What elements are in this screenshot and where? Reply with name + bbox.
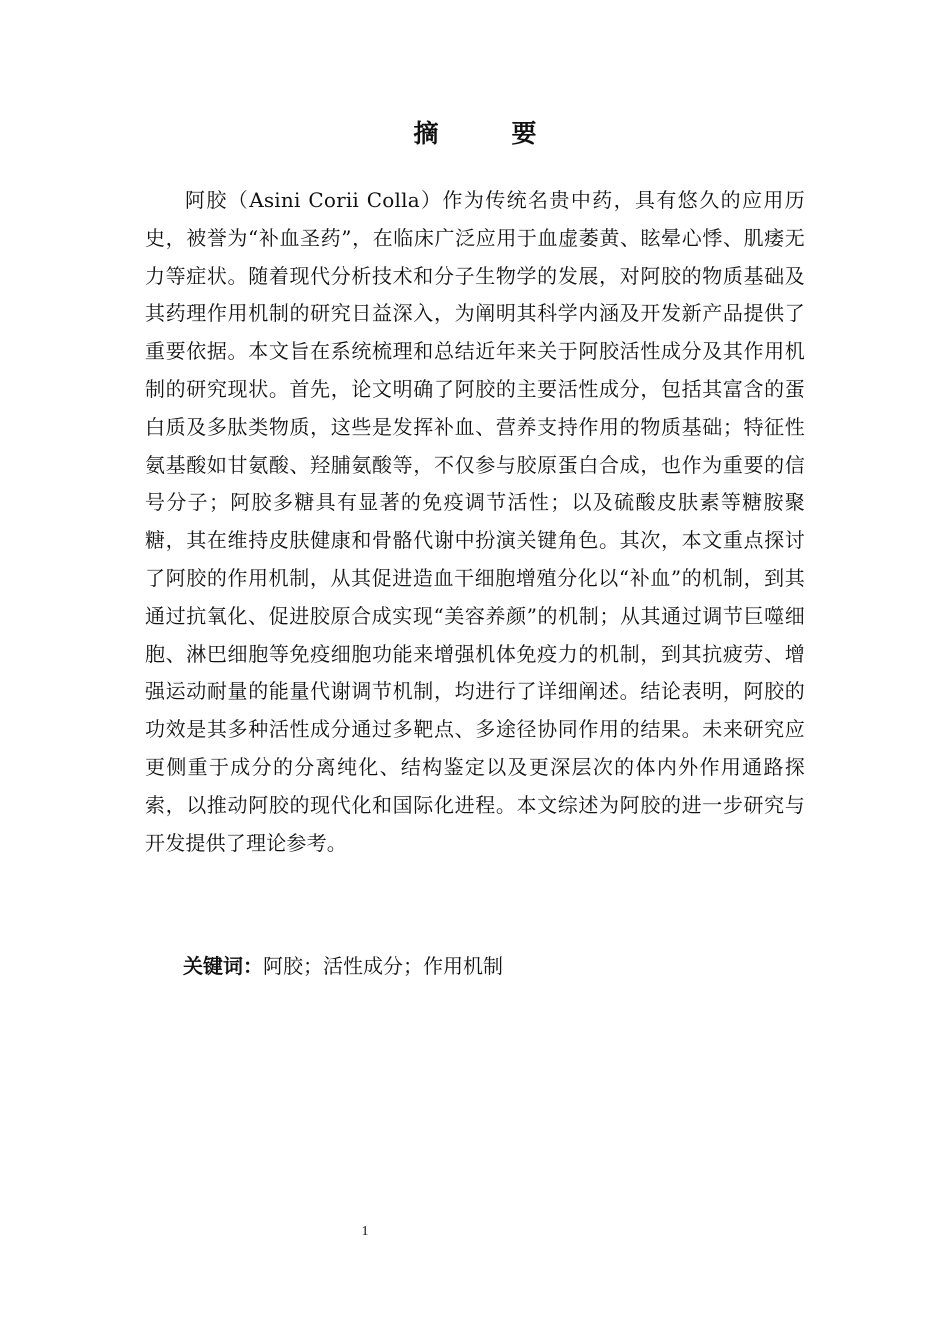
page-number: 1 (361, 1224, 369, 1239)
page-title: 摘 要 (413, 119, 561, 148)
keywords-label: 关键词： (183, 954, 263, 978)
abstract-paragraph: 阿胶（Asini Corii Colla）作为传统名贵中药，具有悠久的应用历史，被誉为“补血圣药”，在临床广泛应用于血虚萎黄、眩晕心悸、肌痿无力等症状。随着现代分析技术和分子生物学的发展，对阿胶的物质基础及其药理作用机制的研究日益深入，为阐明其科学内涵及开发新产品提供了重要依据。本文旨在系统梳理和总结近年来关于阿胶活性成分及其作用机制的研究现状。首先，论文明确了阿胶的主要活性成分，包括其富含的蛋白质及多肽类物质，这些是发挥补血、营养支持作用的物质基础；特征性氨基酸如甘氨酸、羟脯氨酸等，不仅参与胶原蛋白合成，也作为重要的信号分子；阿胶多糖具有显著的免疫调节活性；以及硫酸皮肤素等糖胺聚糖，其在维持皮肤健康和骨骼代谢中扮演关键角色。其次，本文重点探讨了阿胶的作用机制，从其促进造血干细胞增殖分化以“补血”的机制，到其通过抗氧化、促进胶原合成实现“美容养颜”的机制；从其通过调节巨噬细胞、淋巴细胞等免疫细胞功能来增强机体免疫力的机制，到其抗疲劳、增强运动耐量的能量代谢调节机制，均进行了详细阐述。结论表明，阿胶的功效是其多种活性成分通过多靶点、多途径协同作用的结果。未来研究应更侧重于成分的分离纯化、结构鉴定以及更深层次的体内外作用通路探索，以推动阿胶的现代化和国际化进程。本文综述为阿胶的进一步研究与开发提供了理论参考。 (145, 188, 805, 855)
keywords-text: 阿胶；活性成分；作用机制 (263, 954, 503, 978)
keywords-line (183, 948, 783, 984)
